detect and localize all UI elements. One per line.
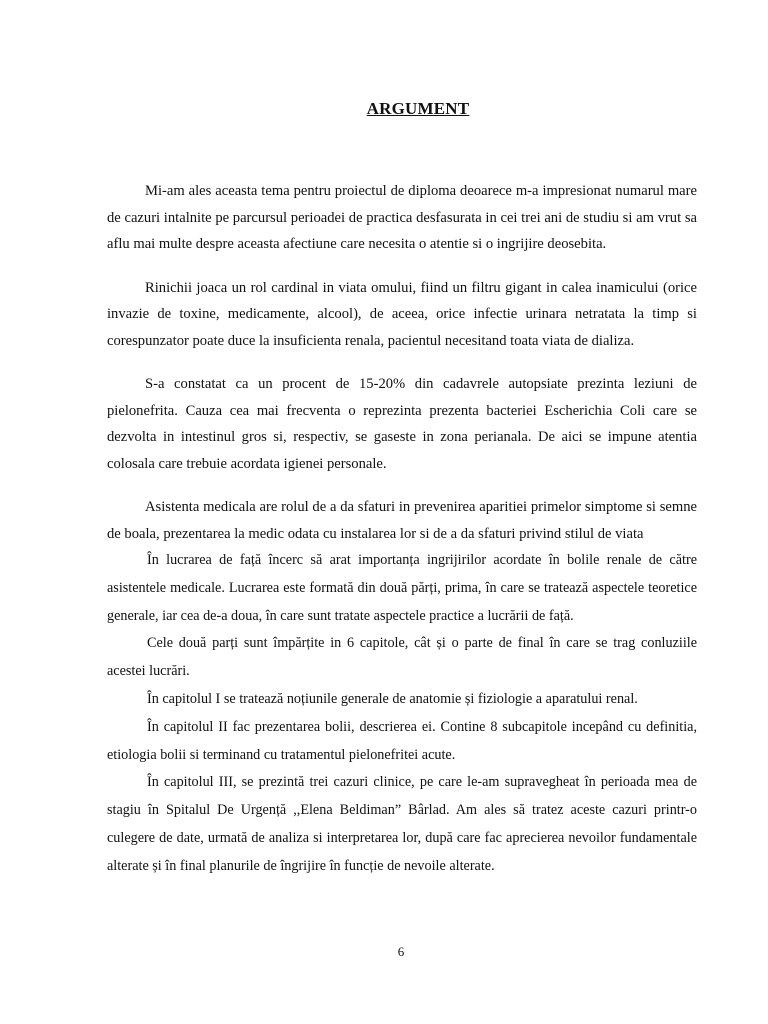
paragraph-chapter-2: În capitolul II fac prezentarea bolii, descrierea ei. Contine 8 subcapitole incepând cu definitia, etiologia bolii si terminand cu tratamentul pielonefritei acute.: [107, 718, 697, 763]
document-body: [107, 178, 697, 881]
page-number: 6: [397, 944, 405, 959]
paragraph-work-structure: În lucrarea de față încerc să arat importanța ingrijirilor acordate în bolile renale de către asistentele medicale. Lucrarea este formată din două părți, prima, în care se tratează aspectele teoretice generale, iar cea de-a doua, în care sunt tratate aspectele practice a lucrării de față.: [107, 552, 697, 624]
paragraph-nurse-role: Asistenta medicala are rolul de a da sfaturi in prevenirea aparitiei primelor simptome si semne de boala, prezentarea la medic odata cu instalarea lor si de a da sfaturi privind stilul de viata: [107, 499, 697, 542]
paragraph-chapter-1: În capitolul I se tratează noțiunile generale de anatomie și fiziologie a aparatului renal.: [147, 690, 638, 707]
document-title: ARGUMENT: [366, 99, 470, 118]
paragraph-intro: Mi-am ales aceasta tema pentru proiectul de diploma deoarece m-a impresionat numarul mare de cazuri intalnite pe parcursul perioadei de practica desfasurata in cei trei ani de studiu si am vrut sa aflu mai multe despre aceasta afectiune care necesita o atentie si o ingrijire deosebita.: [107, 183, 697, 252]
paragraph-chapter-3: În capitolul III, se prezintă trei cazuri clinice, pe care le-am supravegheat în perioada mea de stagiu în Spitalul De Urgență ,,Elena Beldiman” Bârlad. Am ales să tratez aceste cazuri printr-o culegere de date, urmată de analiza si interpretarea lor, după care fac aprecierea nevoilor fundamentale alterate și în final planurile de îngrijire în funcție de nevoile alterate.: [107, 774, 697, 874]
paragraph-chapters-overview: Cele două parți sunt împărțite in 6 capitole, cât și o parte de final în care se trag conluziile acestei lucrări.: [107, 635, 697, 680]
paragraph-kidneys: Rinichii joaca un rol cardinal in viata omului, fiind un filtru gigant in calea inamicului (orice invazie de toxine, medicamente, alcool), de aceea, orice infectie urinara netratata la timp si corespunzator poate duce la insuficienta renala, pacientul necesitand toata viata de dializa.: [107, 279, 697, 349]
paragraph-statistics: S-a constatat ca un procent de 15-20% din cadavrele autopsiate prezinta leziuni de pielonefrita. Cauza cea mai frecventa o reprezinta prezenta bacteriei Escherichia Coli care se dezvolta in intestinul gros si, respectiv, se gaseste in zona perianala. De aici se impune atentia colosala care trebuie acordata igienei personale.: [107, 376, 697, 472]
